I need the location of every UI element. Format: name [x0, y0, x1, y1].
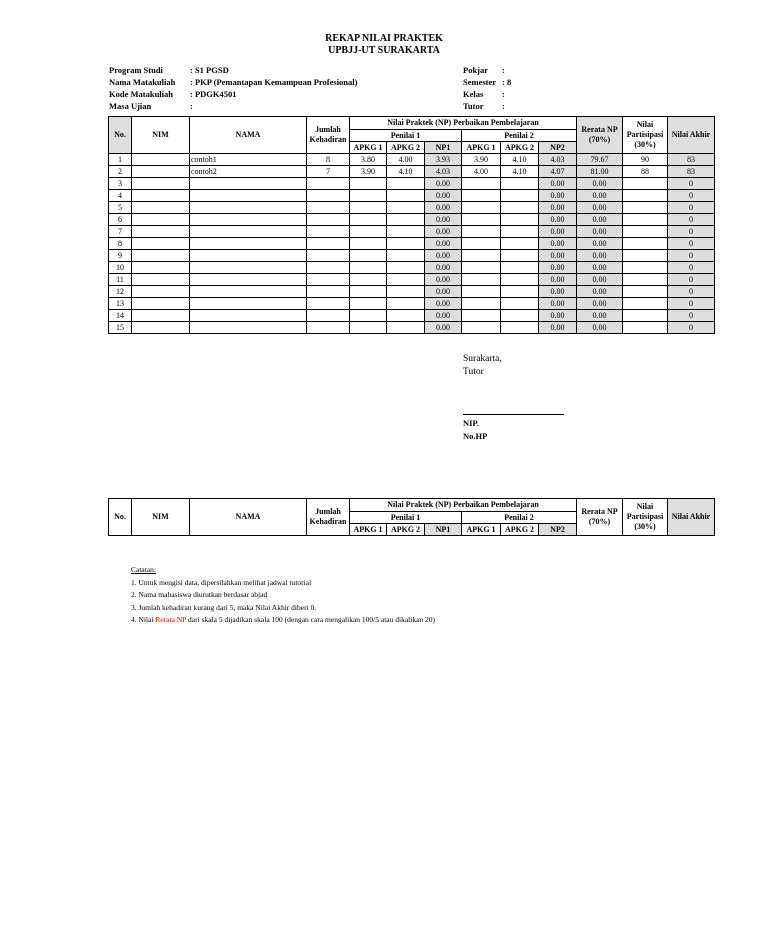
cell-p2-apkg1 [462, 214, 501, 226]
col-rerata: Rerata NP (70%) [577, 117, 623, 154]
cell-no: 6 [109, 214, 132, 226]
report-subtitle: UPBJJ-UT SURAKARTA [328, 45, 440, 56]
cell-p2-apkg2 [501, 310, 539, 322]
cell-p1-apkg2 [387, 298, 425, 310]
cell-partisipasi [623, 202, 668, 214]
info-row [463, 100, 511, 112]
cell-np2: 4.03 [539, 154, 577, 166]
cell-p2-apkg2 [501, 286, 539, 298]
cell-kehadiran [307, 190, 350, 202]
cell-p1-apkg1: 3.90 [350, 166, 387, 178]
cell-p1-apkg1 [350, 238, 387, 250]
cell-np2: 0.00 [539, 262, 577, 274]
col-p1-apkg2: APKG 2 [387, 142, 425, 154]
cell-np2: 4.07 [539, 166, 577, 178]
cell-p2-apkg2 [501, 250, 539, 262]
cell-np1: 0.00 [425, 238, 462, 250]
cell-partisipasi [623, 286, 668, 298]
cell-nilai-akhir: 0 [668, 238, 715, 250]
info-row [463, 88, 511, 100]
info-right [463, 64, 511, 112]
note-item [131, 614, 435, 627]
cell-partisipasi [623, 310, 668, 322]
cell-nama [190, 322, 307, 334]
cell-partisipasi [623, 178, 668, 190]
signature-place: Surakarta, [463, 354, 502, 364]
cell-no: 15 [109, 322, 132, 334]
cell-np2: 0.00 [539, 214, 577, 226]
cell-nilai-akhir: 0 [668, 190, 715, 202]
cell-partisipasi [623, 250, 668, 262]
info-value: : [502, 89, 505, 99]
cell-p1-apkg2: 4.00 [387, 154, 425, 166]
cell-nim [132, 238, 190, 250]
cell-nim [132, 250, 190, 262]
cell-nama [190, 298, 307, 310]
cell-kehadiran [307, 286, 350, 298]
col-np-group: Nilai Praktek (NP) Perbaikan Pembelajaran [350, 499, 577, 512]
cell-rerata: 0.00 [577, 190, 623, 202]
col-np1: NP1 [425, 524, 462, 536]
info-row [109, 76, 357, 88]
info-value: : [190, 101, 193, 111]
cell-p2-apkg1 [462, 226, 501, 238]
cell-rerata: 0.00 [577, 250, 623, 262]
cell-p1-apkg1 [350, 262, 387, 274]
cell-np1: 0.00 [425, 250, 462, 262]
info-row [109, 64, 357, 76]
cell-p2-apkg1: 3.90 [462, 154, 501, 166]
note-item-highlight: Rerata NP [155, 615, 187, 624]
cell-nilai-akhir: 0 [668, 274, 715, 286]
col-np-group: Nilai Praktek (NP) Perbaikan Pembelajaran [350, 117, 577, 130]
table-row [109, 166, 715, 178]
col-jumlah-kehadiran: Jumlah Kehadiran [307, 499, 350, 536]
cell-p1-apkg1 [350, 226, 387, 238]
cell-p2-apkg1 [462, 250, 501, 262]
cell-rerata: 0.00 [577, 262, 623, 274]
note-item-suffix: dari skala 5 dijadikan skala 100 (dengan cara mengalikan 100/5 atau dikalikan 20) [186, 615, 436, 624]
cell-nim [132, 274, 190, 286]
cell-nilai-akhir: 83 [668, 166, 715, 178]
cell-p2-apkg2 [501, 190, 539, 202]
cell-nama [190, 190, 307, 202]
info-label: Tutor [463, 101, 484, 111]
cell-partisipasi [623, 322, 668, 334]
signature-nip: NIP. [463, 418, 479, 428]
info-row [463, 76, 511, 88]
cell-kehadiran [307, 310, 350, 322]
cell-nim [132, 178, 190, 190]
col-p2-apkg1: APKG 1 [462, 142, 501, 154]
cell-p2-apkg2 [501, 274, 539, 286]
cell-rerata: 0.00 [577, 310, 623, 322]
cell-kehadiran [307, 238, 350, 250]
cell-np2: 0.00 [539, 226, 577, 238]
cell-no: 5 [109, 202, 132, 214]
cell-no: 12 [109, 286, 132, 298]
col-penilai1: Penilai 1 [350, 512, 462, 524]
col-np2: NP2 [539, 142, 577, 154]
cell-partisipasi: 90 [623, 154, 668, 166]
table-row [109, 310, 715, 322]
cell-p2-apkg2 [501, 202, 539, 214]
cell-np1: 0.00 [425, 298, 462, 310]
cell-no: 14 [109, 310, 132, 322]
cell-nama [190, 178, 307, 190]
col-p2-apkg1: APKG 1 [462, 524, 501, 536]
info-label: Pokjar [463, 65, 489, 75]
cell-p1-apkg1 [350, 322, 387, 334]
info-value: : PKP (Pemantapan Kemampuan Profesional) [190, 77, 358, 87]
cell-rerata: 0.00 [577, 274, 623, 286]
table-row [109, 214, 715, 226]
col-no: No. [109, 117, 132, 154]
cell-nilai-akhir: 0 [668, 322, 715, 334]
cell-p2-apkg2 [501, 214, 539, 226]
cell-nilai-akhir: 0 [668, 310, 715, 322]
cell-p1-apkg2 [387, 250, 425, 262]
cell-nama [190, 286, 307, 298]
table-row [109, 262, 715, 274]
cell-p1-apkg1 [350, 286, 387, 298]
cell-nilai-akhir: 0 [668, 262, 715, 274]
cell-nama [190, 202, 307, 214]
cell-nama [190, 250, 307, 262]
note-item: 2. Nama mahasiswa diurutkan berdasar abjad [131, 590, 268, 599]
cell-partisipasi [623, 262, 668, 274]
cell-nama [190, 310, 307, 322]
note-item: 1. Untuk mengisi data, dipersilahkan melihat jadwal tutorial [131, 577, 312, 587]
table-row [109, 178, 715, 190]
cell-no: 13 [109, 298, 132, 310]
col-penilai2: Penilai 2 [462, 130, 577, 142]
info-row [109, 100, 357, 112]
cell-no: 8 [109, 238, 132, 250]
cell-nama: contoh1 [190, 154, 307, 166]
cell-np2: 0.00 [539, 178, 577, 190]
info-value: : S1 PGSD [190, 65, 229, 75]
cell-np1: 4.03 [425, 166, 462, 178]
col-penilai1: Penilai 1 [350, 130, 462, 142]
cell-np1: 0.00 [425, 178, 462, 190]
cell-kehadiran [307, 262, 350, 274]
cell-nama [190, 262, 307, 274]
cell-nilai-akhir: 0 [668, 286, 715, 298]
cell-p2-apkg2: 4.10 [501, 154, 539, 166]
cell-p2-apkg1: 4.00 [462, 166, 501, 178]
col-np1: NP1 [425, 142, 462, 154]
cell-nilai-akhir: 0 [668, 250, 715, 262]
cell-kehadiran [307, 178, 350, 190]
cell-nim [132, 286, 190, 298]
cell-rerata: 0.00 [577, 298, 623, 310]
cell-nama [190, 214, 307, 226]
table-row [109, 238, 715, 250]
cell-p1-apkg1: 3.80 [350, 154, 387, 166]
cell-np1: 3.93 [425, 154, 462, 166]
cell-p1-apkg1 [350, 250, 387, 262]
cell-no: 9 [109, 250, 132, 262]
cell-p2-apkg1 [462, 310, 501, 322]
cell-rerata: 81.00 [577, 166, 623, 178]
cell-nilai-akhir: 0 [668, 298, 715, 310]
cell-nim [132, 310, 190, 322]
col-np2: NP2 [539, 524, 577, 536]
col-partisipasi: Nilai Partisipasi (30%) [623, 117, 668, 154]
col-nama: NAMA [190, 499, 307, 536]
table-row [109, 274, 715, 286]
cell-np2: 0.00 [539, 202, 577, 214]
cell-nilai-akhir: 0 [668, 202, 715, 214]
table-row [109, 322, 715, 334]
cell-nim [132, 166, 190, 178]
cell-nim [132, 154, 190, 166]
cell-p2-apkg2 [501, 262, 539, 274]
note-item: 3. Jumlah kehadiran kurang dari 5, maka Nilai Akhir diberi 0. [131, 602, 317, 612]
cell-p1-apkg2 [387, 322, 425, 334]
cell-np2: 0.00 [539, 298, 577, 310]
cell-no: 7 [109, 226, 132, 238]
notes [131, 564, 435, 627]
cell-nim [132, 262, 190, 274]
cell-np2: 0.00 [539, 250, 577, 262]
cell-p1-apkg2 [387, 238, 425, 250]
cell-p1-apkg2 [387, 178, 425, 190]
cell-np2: 0.00 [539, 310, 577, 322]
info-row [109, 88, 357, 100]
info-label: Semester [463, 77, 497, 87]
cell-no: 4 [109, 190, 132, 202]
cell-p2-apkg1 [462, 190, 501, 202]
cell-partisipasi [623, 214, 668, 226]
cell-kehadiran [307, 202, 350, 214]
notes-heading: Catatan: [131, 565, 156, 574]
cell-nilai-akhir: 0 [668, 226, 715, 238]
info-value: : PDGK4501 [190, 89, 237, 99]
info-value: : [502, 101, 505, 111]
cell-no: 2 [109, 166, 132, 178]
cell-p1-apkg2 [387, 202, 425, 214]
col-p1-apkg2: APKG 2 [387, 524, 425, 536]
cell-np2: 0.00 [539, 286, 577, 298]
col-no: No. [109, 499, 132, 536]
header-template-table [108, 498, 715, 536]
info-label: Nama Matakuliah [109, 77, 176, 87]
cell-p1-apkg2 [387, 310, 425, 322]
cell-p2-apkg1 [462, 178, 501, 190]
info-left [109, 64, 357, 112]
cell-partisipasi [623, 274, 668, 286]
cell-np2: 0.00 [539, 322, 577, 334]
cell-kehadiran [307, 214, 350, 226]
cell-nim [132, 298, 190, 310]
cell-nim [132, 322, 190, 334]
cell-np2: 0.00 [539, 238, 577, 250]
info-label: Kelas [463, 89, 484, 99]
cell-p2-apkg2: 4.10 [501, 166, 539, 178]
cell-p1-apkg2 [387, 262, 425, 274]
cell-p2-apkg1 [462, 202, 501, 214]
cell-p2-apkg2 [501, 298, 539, 310]
col-p1-apkg1: APKG 1 [350, 142, 387, 154]
cell-np1: 0.00 [425, 310, 462, 322]
cell-partisipasi: 88 [623, 166, 668, 178]
info-row [463, 64, 511, 76]
col-penilai2: Penilai 2 [462, 512, 577, 524]
cell-nama [190, 226, 307, 238]
signature-nohp: No.HP [463, 431, 488, 441]
cell-p1-apkg1 [350, 298, 387, 310]
col-p1-apkg1: APKG 1 [350, 524, 387, 536]
cell-kehadiran: 8 [307, 154, 350, 166]
cell-kehadiran [307, 298, 350, 310]
cell-p2-apkg1 [462, 262, 501, 274]
col-nim: NIM [132, 499, 190, 536]
cell-np1: 0.00 [425, 190, 462, 202]
cell-np1: 0.00 [425, 226, 462, 238]
cell-p2-apkg2 [501, 238, 539, 250]
note-item-prefix: 4. Nilai [131, 615, 156, 624]
cell-p1-apkg2 [387, 214, 425, 226]
cell-np2: 0.00 [539, 274, 577, 286]
cell-kehadiran [307, 226, 350, 238]
col-nilai-akhir: Nilai Akhir [668, 499, 715, 536]
cell-p1-apkg2 [387, 286, 425, 298]
cell-kehadiran [307, 274, 350, 286]
cell-p1-apkg2 [387, 226, 425, 238]
cell-rerata: 0.00 [577, 226, 623, 238]
col-nama: NAMA [190, 117, 307, 154]
info-label: Program Studi [109, 65, 163, 75]
col-nim: NIM [132, 117, 190, 154]
cell-rerata: 0.00 [577, 178, 623, 190]
cell-nilai-akhir: 0 [668, 178, 715, 190]
cell-p2-apkg1 [462, 274, 501, 286]
col-jumlah-kehadiran: Jumlah Kehadiran [307, 117, 350, 154]
cell-no: 1 [109, 154, 132, 166]
cell-np1: 0.00 [425, 322, 462, 334]
col-rerata: Rerata NP (70%) [577, 499, 623, 536]
col-partisipasi: Nilai Partisipasi (30%) [623, 499, 668, 536]
cell-p2-apkg1 [462, 238, 501, 250]
cell-np1: 0.00 [425, 274, 462, 286]
cell-rerata: 0.00 [577, 214, 623, 226]
table-row [109, 190, 715, 202]
cell-rerata: 0.00 [577, 202, 623, 214]
cell-nim [132, 190, 190, 202]
table-row [109, 250, 715, 262]
cell-nama: contoh2 [190, 166, 307, 178]
table-row [109, 202, 715, 214]
cell-p1-apkg1 [350, 310, 387, 322]
table-row [109, 154, 715, 166]
cell-rerata: 0.00 [577, 286, 623, 298]
cell-p1-apkg2: 4.10 [387, 166, 425, 178]
cell-p1-apkg1 [350, 214, 387, 226]
cell-p2-apkg1 [462, 298, 501, 310]
info-label: Masa Ujian [109, 101, 152, 111]
table-row [109, 226, 715, 238]
cell-kehadiran [307, 322, 350, 334]
cell-p2-apkg2 [501, 226, 539, 238]
col-nilai-akhir: Nilai Akhir [668, 117, 715, 154]
cell-partisipasi [623, 238, 668, 250]
report-title: REKAP NILAI PRAKTEK [325, 33, 443, 44]
cell-nilai-akhir: 0 [668, 214, 715, 226]
cell-nim [132, 202, 190, 214]
cell-no: 3 [109, 178, 132, 190]
cell-np1: 0.00 [425, 214, 462, 226]
cell-p2-apkg1 [462, 322, 501, 334]
cell-np1: 0.00 [425, 286, 462, 298]
cell-p2-apkg2 [501, 322, 539, 334]
cell-np1: 0.00 [425, 202, 462, 214]
cell-p1-apkg1 [350, 202, 387, 214]
cell-p1-apkg2 [387, 190, 425, 202]
cell-kehadiran [307, 250, 350, 262]
cell-p1-apkg2 [387, 274, 425, 286]
cell-rerata: 0.00 [577, 238, 623, 250]
cell-partisipasi [623, 226, 668, 238]
grades-table [108, 116, 715, 334]
cell-p1-apkg1 [350, 190, 387, 202]
cell-nama [190, 274, 307, 286]
cell-rerata: 0.00 [577, 322, 623, 334]
cell-p2-apkg2 [501, 178, 539, 190]
cell-p1-apkg1 [350, 274, 387, 286]
cell-p1-apkg1 [350, 178, 387, 190]
cell-no: 10 [109, 262, 132, 274]
cell-partisipasi [623, 298, 668, 310]
col-p2-apkg2: APKG 2 [501, 142, 539, 154]
col-p2-apkg2: APKG 2 [501, 524, 539, 536]
info-value: : 8 [502, 77, 512, 87]
table-row [109, 298, 715, 310]
info-value: : [502, 65, 505, 75]
cell-partisipasi [623, 190, 668, 202]
info-label: Kode Matakuliah [109, 89, 173, 99]
cell-kehadiran: 7 [307, 166, 350, 178]
cell-nama [190, 238, 307, 250]
cell-np2: 0.00 [539, 190, 577, 202]
signature-role: Tutor [463, 367, 484, 377]
cell-nilai-akhir: 83 [668, 154, 715, 166]
cell-no: 11 [109, 274, 132, 286]
cell-rerata: 79.67 [577, 154, 623, 166]
cell-nim [132, 226, 190, 238]
cell-np1: 0.00 [425, 262, 462, 274]
cell-nim [132, 214, 190, 226]
table-row [109, 286, 715, 298]
cell-p2-apkg1 [462, 286, 501, 298]
signature-line [463, 414, 564, 415]
